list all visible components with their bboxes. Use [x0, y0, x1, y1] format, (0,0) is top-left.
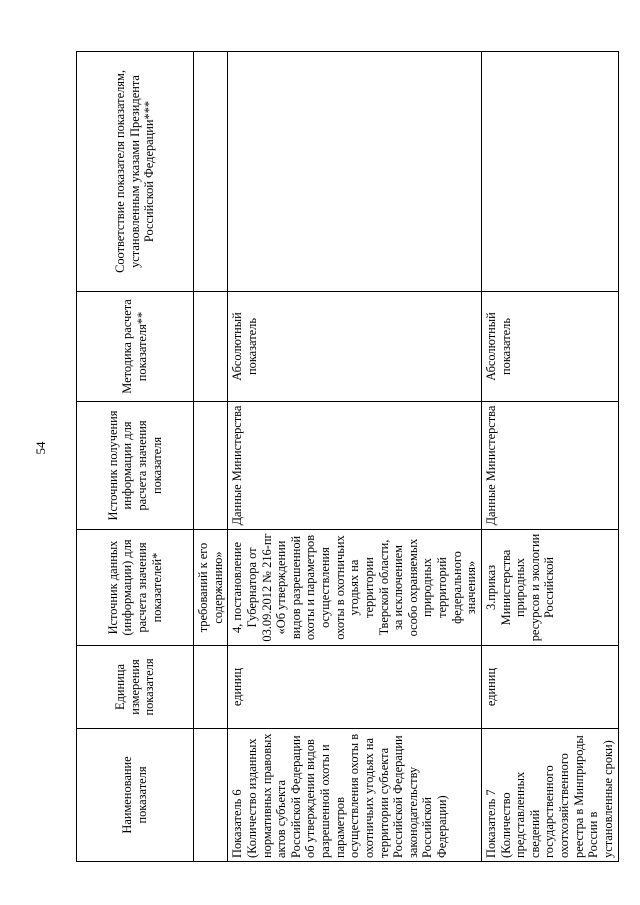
cell-data-source: требований к его содержанию»: [194, 530, 228, 646]
cell-info-source: Данные Министерства: [228, 402, 482, 530]
table-row: [194, 52, 228, 862]
cell-compliance: [481, 52, 618, 292]
cell-data-source: 3.приказ Министерства природных ресурсов и экологии Российской: [481, 530, 618, 646]
header-method: Методика расчета показателя**: [77, 292, 194, 402]
cell-data-source: 4, постановление Губернатора от 03.09.2012 № 216-пг «Об утверждении видов разрешенной охоты и параметров осуществления охоты в охотничьих угодьях на территории Тверской области, за исключением особо охраняемых природных территорий федерального значения»: [228, 530, 482, 646]
header-data-source: Источник данных (информации) для расчета значения показателей*: [77, 530, 194, 646]
cell-name: [194, 729, 228, 862]
indicators-table: [76, 52, 615, 862]
cell-method: Абсолютный показатель: [481, 292, 618, 402]
header-unit: Единица измерения показателя: [77, 646, 194, 729]
header-indicator-name: Наименование показателя: [77, 729, 194, 862]
table-viewport: [76, 52, 615, 862]
cell-name: Показатель 7 (Количество представленных сведений государственного охотхозяйственного реестра в Минприроды России в установленные сроки): [481, 729, 618, 862]
cell-unit: единиц: [481, 646, 618, 729]
cell-compliance: [194, 52, 228, 292]
cell-method: Абсолютный показатель: [228, 292, 482, 402]
cell-method: [194, 292, 228, 402]
cell-unit: [194, 646, 228, 729]
cell-info-source: [194, 402, 228, 530]
header-info-source: Источник получения информации для расчета значения показателя: [77, 402, 194, 530]
table-row: [481, 52, 618, 862]
cell-unit: единиц: [228, 646, 482, 729]
table-header-row: [77, 52, 194, 862]
header-compliance: Соответствие показателя показателям, установленным указами Президента Российской Федерации***: [77, 52, 194, 292]
cell-name: Показатель 6 (Количество изданных нормативных правовых актов субъекта Российской Федерации об утверждении видов разрешенной охоты и параметров осуществления охоты в охотничьих угодьях на территории субъекта Российской Федерации законодательству Российской Федерации): [228, 729, 482, 862]
table-row: [228, 52, 482, 862]
cell-compliance: [228, 52, 482, 292]
cell-info-source: Данные Министерства: [481, 402, 618, 530]
page-number: 54: [33, 441, 48, 455]
